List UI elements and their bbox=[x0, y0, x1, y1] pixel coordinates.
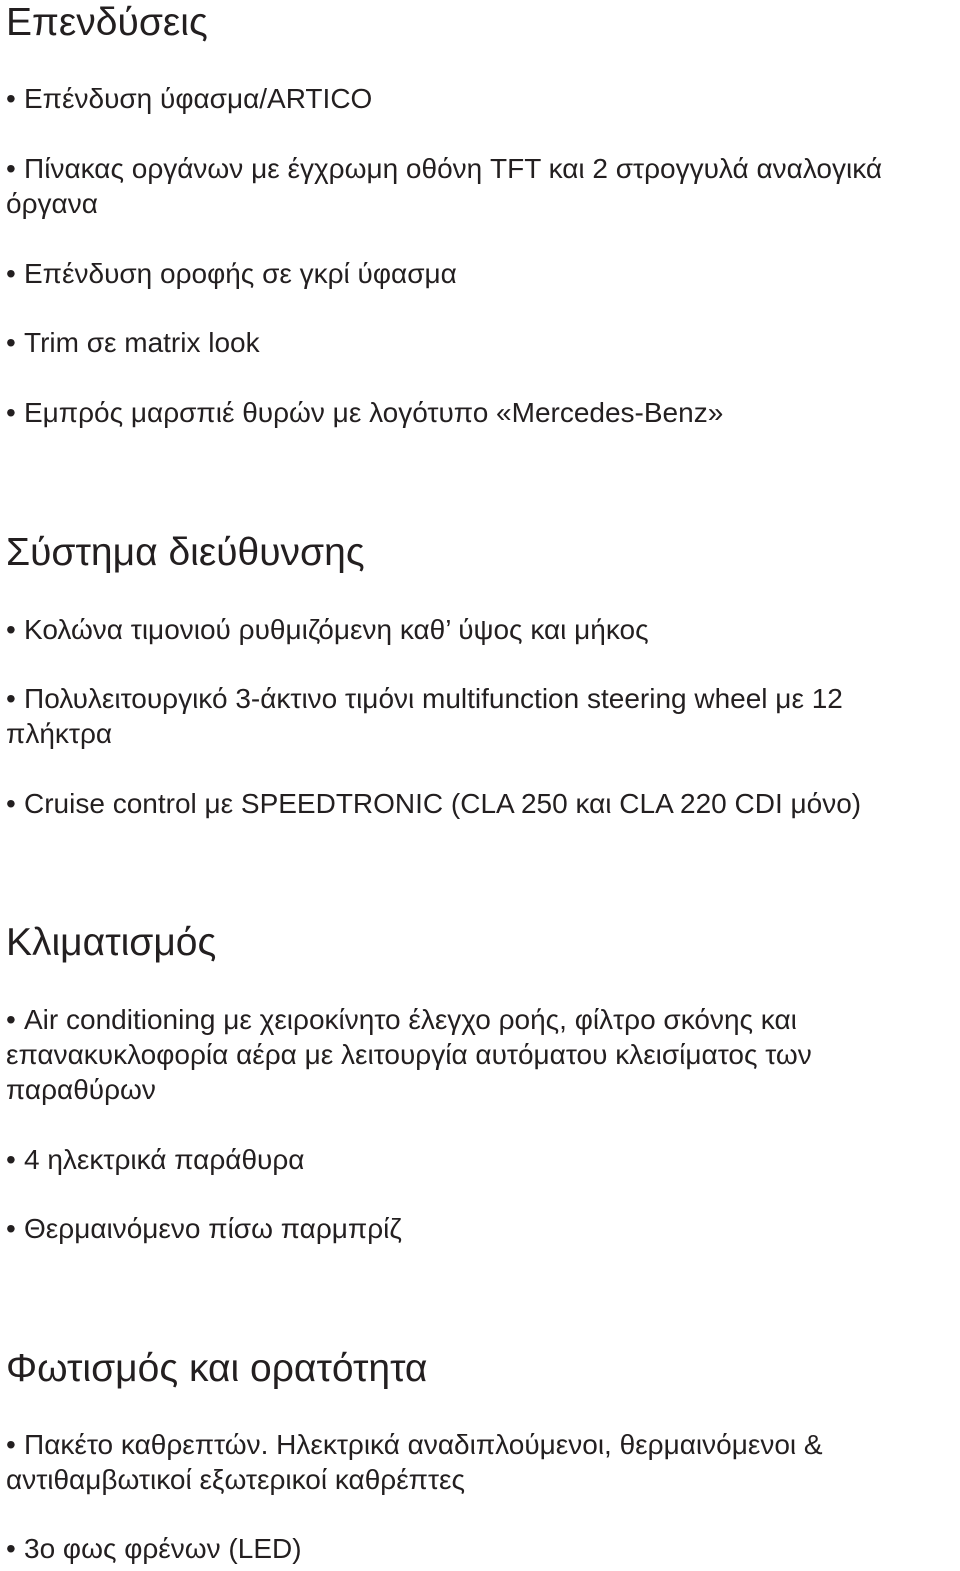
list-item bbox=[6, 1211, 956, 1246]
section-heading-steering: Σύστημα διεύθυνσης bbox=[6, 531, 365, 574]
list-item bbox=[6, 1427, 956, 1497]
list-item-text: Εμπρός μαρσπιέ θυρών με λογότυπο «Mercedes-Benz» bbox=[24, 397, 724, 428]
list-item bbox=[6, 612, 956, 647]
section-heading-climate: Κλιματισμός bbox=[6, 921, 217, 964]
list-item bbox=[6, 786, 956, 821]
list-item-text: Πολυλειτουργικό 3-άκτινο τιμόνι multifunction steering wheel με 12 πλήκτρα bbox=[6, 683, 843, 749]
bullet: • bbox=[6, 153, 16, 184]
list-item bbox=[6, 395, 956, 430]
bullet: • bbox=[6, 683, 16, 714]
bullet: • bbox=[6, 1533, 16, 1564]
bullet: • bbox=[6, 397, 16, 428]
list-item-text: Cruise control με SPEEDTRONIC (CLA 250 και CLA 220 CDI μόνο) bbox=[24, 788, 862, 819]
list-item-text: Επένδυση οροφής σε γκρί ύφασμα bbox=[24, 258, 457, 289]
list-item-text: Επένδυση ύφασμα/ARTICO bbox=[24, 83, 373, 114]
list-item bbox=[6, 81, 956, 116]
bullet: • bbox=[6, 1213, 16, 1244]
list-item-text: 3ο φως φρένων (LED) bbox=[24, 1533, 302, 1564]
list-item-text: Air conditioning με χειροκίνητο έλεγχο ροής, φίλτρο σκόνης και επανακυκλοφορία αέρα με λειτουργία αυτόματου κλεισίματος των παραθύρων bbox=[6, 1004, 812, 1105]
bullet: • bbox=[6, 83, 16, 114]
section-heading-lighting: Φωτισμός και ορατότητα bbox=[6, 1347, 428, 1390]
list-item-text: Trim σε matrix look bbox=[24, 327, 260, 358]
list-item bbox=[6, 1142, 956, 1177]
list-item-text: Πίνακας οργάνων με έγχρωμη οθόνη TFT και 2 στρογγυλά αναλογικά όργανα bbox=[6, 153, 883, 219]
list-item bbox=[6, 256, 956, 291]
bullet: • bbox=[6, 1004, 16, 1035]
list-item-text: Θερμαινόμενο πίσω παρμπρίζ bbox=[24, 1213, 402, 1244]
list-item-text: 4 ηλεκτρικά παράθυρα bbox=[24, 1144, 305, 1175]
list-item-text: Κολώνα τιμονιού ρυθμιζόμενη καθ’ ύψος και μήκος bbox=[24, 614, 649, 645]
list-item bbox=[6, 151, 956, 221]
list-item-text: Πακέτο καθρεπτών. Ηλεκτρικά αναδιπλούμενοι, θερμαινόμενοι & αντιθαμβωτικοί εξωτερικοί καθρέπτες bbox=[6, 1429, 823, 1495]
list-item bbox=[6, 681, 956, 751]
list-item bbox=[6, 1531, 956, 1566]
bullet: • bbox=[6, 614, 16, 645]
bullet: • bbox=[6, 327, 16, 358]
bullet: • bbox=[6, 1144, 16, 1175]
list-item bbox=[6, 325, 956, 360]
bullet: • bbox=[6, 258, 16, 289]
list-item bbox=[6, 1002, 956, 1107]
section-heading-upholstery: Επενδύσεις bbox=[6, 1, 208, 44]
bullet: • bbox=[6, 788, 16, 819]
bullet: • bbox=[6, 1429, 16, 1460]
